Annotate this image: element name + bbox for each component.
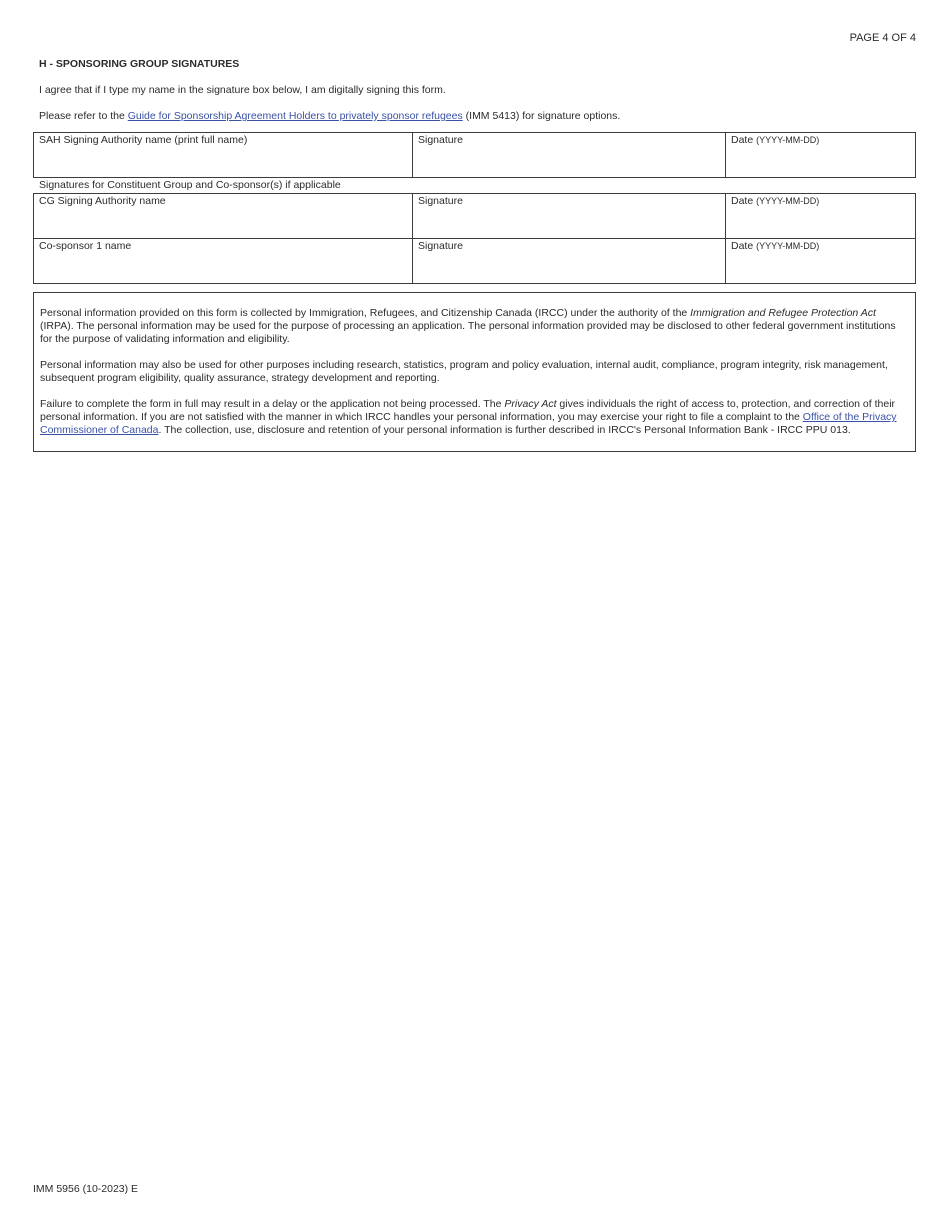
cosponsor-name-label: Co-sponsor 1 name [39, 240, 132, 252]
irpa-title: Immigration and Refugee Protection Act [690, 307, 876, 319]
cosponsor-date-format: (YYYY-MM-DD) [756, 241, 820, 251]
cosponsor-row [34, 239, 916, 284]
guide-link[interactable]: Guide for Sponsorship Agreement Holders to privately sponsor refugees [127, 110, 463, 122]
privacy-paragraph-1 [40, 307, 909, 346]
cg-date-field[interactable] [726, 194, 916, 239]
privacy-paragraph-3 [40, 398, 909, 437]
refer-suffix: (IMM 5413) for signature options. [462, 110, 621, 122]
cosponsor-date-field[interactable] [726, 239, 916, 284]
cosponsor-signature-label: Signature [418, 240, 463, 252]
cg-name-field[interactable] [34, 194, 413, 239]
sah-date-field[interactable] [726, 133, 916, 178]
cg-date-format: (YYYY-MM-DD) [756, 196, 820, 206]
cosponsor-signature-field[interactable] [413, 239, 726, 284]
privacy-p3-text-b: gives individuals the right of access to, protection, and correction of their personal information. If you are not satisfied with the manner in which IRCC handles your personal information, you may exercise your right to file a complaint to the [40, 398, 896, 423]
privacy-commissioner-link[interactable]: Office of the Privacy Commissioner of Canada [40, 411, 897, 436]
refer-prefix: Please refer to the [39, 110, 128, 122]
refer-text [39, 110, 620, 122]
sah-signature-label: Signature [418, 134, 463, 146]
sah-name-label: SAH Signing Authority name (print full name) [39, 134, 248, 146]
sah-signature-table [33, 132, 916, 178]
section-title: H - SPONSORING GROUP SIGNATURES [39, 58, 240, 70]
sah-signature-field[interactable] [413, 133, 726, 178]
cg-signature-field[interactable] [413, 194, 726, 239]
cosponsor-name-field[interactable] [34, 239, 413, 284]
cg-signature-table [33, 193, 916, 284]
privacy-p3-text-a: Failure to complete the form in full may result in a delay or the application not being processed. The [40, 398, 505, 410]
sah-date-format: (YYYY-MM-DD) [756, 135, 820, 145]
sah-name-field[interactable] [34, 133, 413, 178]
privacy-p1-text-a: Personal information provided on this form is collected by Immigration, Refugees, and Citizenship Canada (IRCC) under the authority of the [40, 307, 691, 319]
form-code: IMM 5956 (10-2023) E [33, 1183, 139, 1195]
privacy-p3-text-c: . The collection, use, disclosure and retention of your personal information is further described in IRCC's Personal Information Bank - IRCC PPU 013. [158, 424, 851, 436]
cg-name-label: CG Signing Authority name [39, 195, 166, 207]
page-number: PAGE 4 OF 4 [849, 32, 916, 44]
cg-row [34, 194, 916, 239]
privacy-paragraph-2: Personal information may also be used for other purposes including research, statistics, program and policy evaluation, internal audit, compliance, program integrity, risk management, subsequent program eligibility, quality assurance, strategy development and reporting. [40, 359, 888, 384]
privacy-act-title: Privacy Act [504, 398, 557, 410]
cg-date-label: Date [731, 195, 757, 207]
privacy-p1-text-b: (IRPA). The personal information may be used for the purpose of processing an application. The personal information provided may be disclosed to other federal government institutions for the purpose of validating information and eligibility. [40, 320, 896, 345]
cosponsor-date-label: Date [731, 240, 757, 252]
cg-signature-label: Signature [418, 195, 463, 207]
sah-row [34, 133, 916, 178]
constituent-group-label: Signatures for Constituent Group and Co-sponsor(s) if applicable [39, 179, 341, 191]
agreement-text: I agree that if I type my name in the signature box below, I am digitally signing this form. [39, 84, 446, 96]
privacy-notice [33, 292, 916, 452]
sah-date-label: Date [731, 134, 757, 146]
